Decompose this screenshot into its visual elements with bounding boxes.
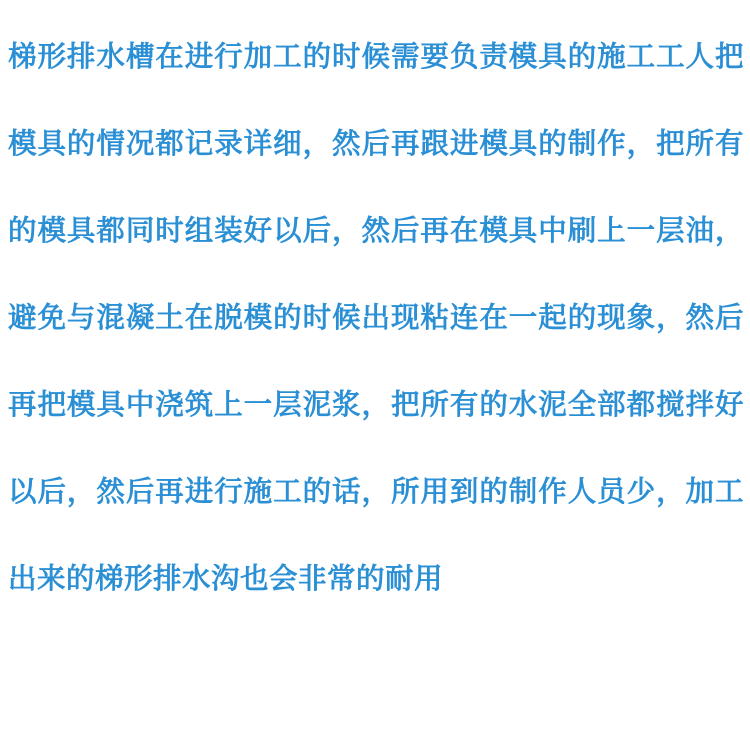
- body-paragraph: 梯形排水槽在进行加工的时候需要负责模具的施工工人把模具的情况都记录详细，然后再跟进模具的制作，把所有的模具都同时组装好以后，然后再在模具中刷上一层油，避免与混凝土在脱模的时候出现粘连在一起的现象，然后再把模具中浇筑上一层泥浆，把所有的水泥全部都搅拌好以后，然后再进行施工的话，所用到的制作人员少，加工出来的梯形排水沟也会非常的耐用: [8, 42, 744, 595]
